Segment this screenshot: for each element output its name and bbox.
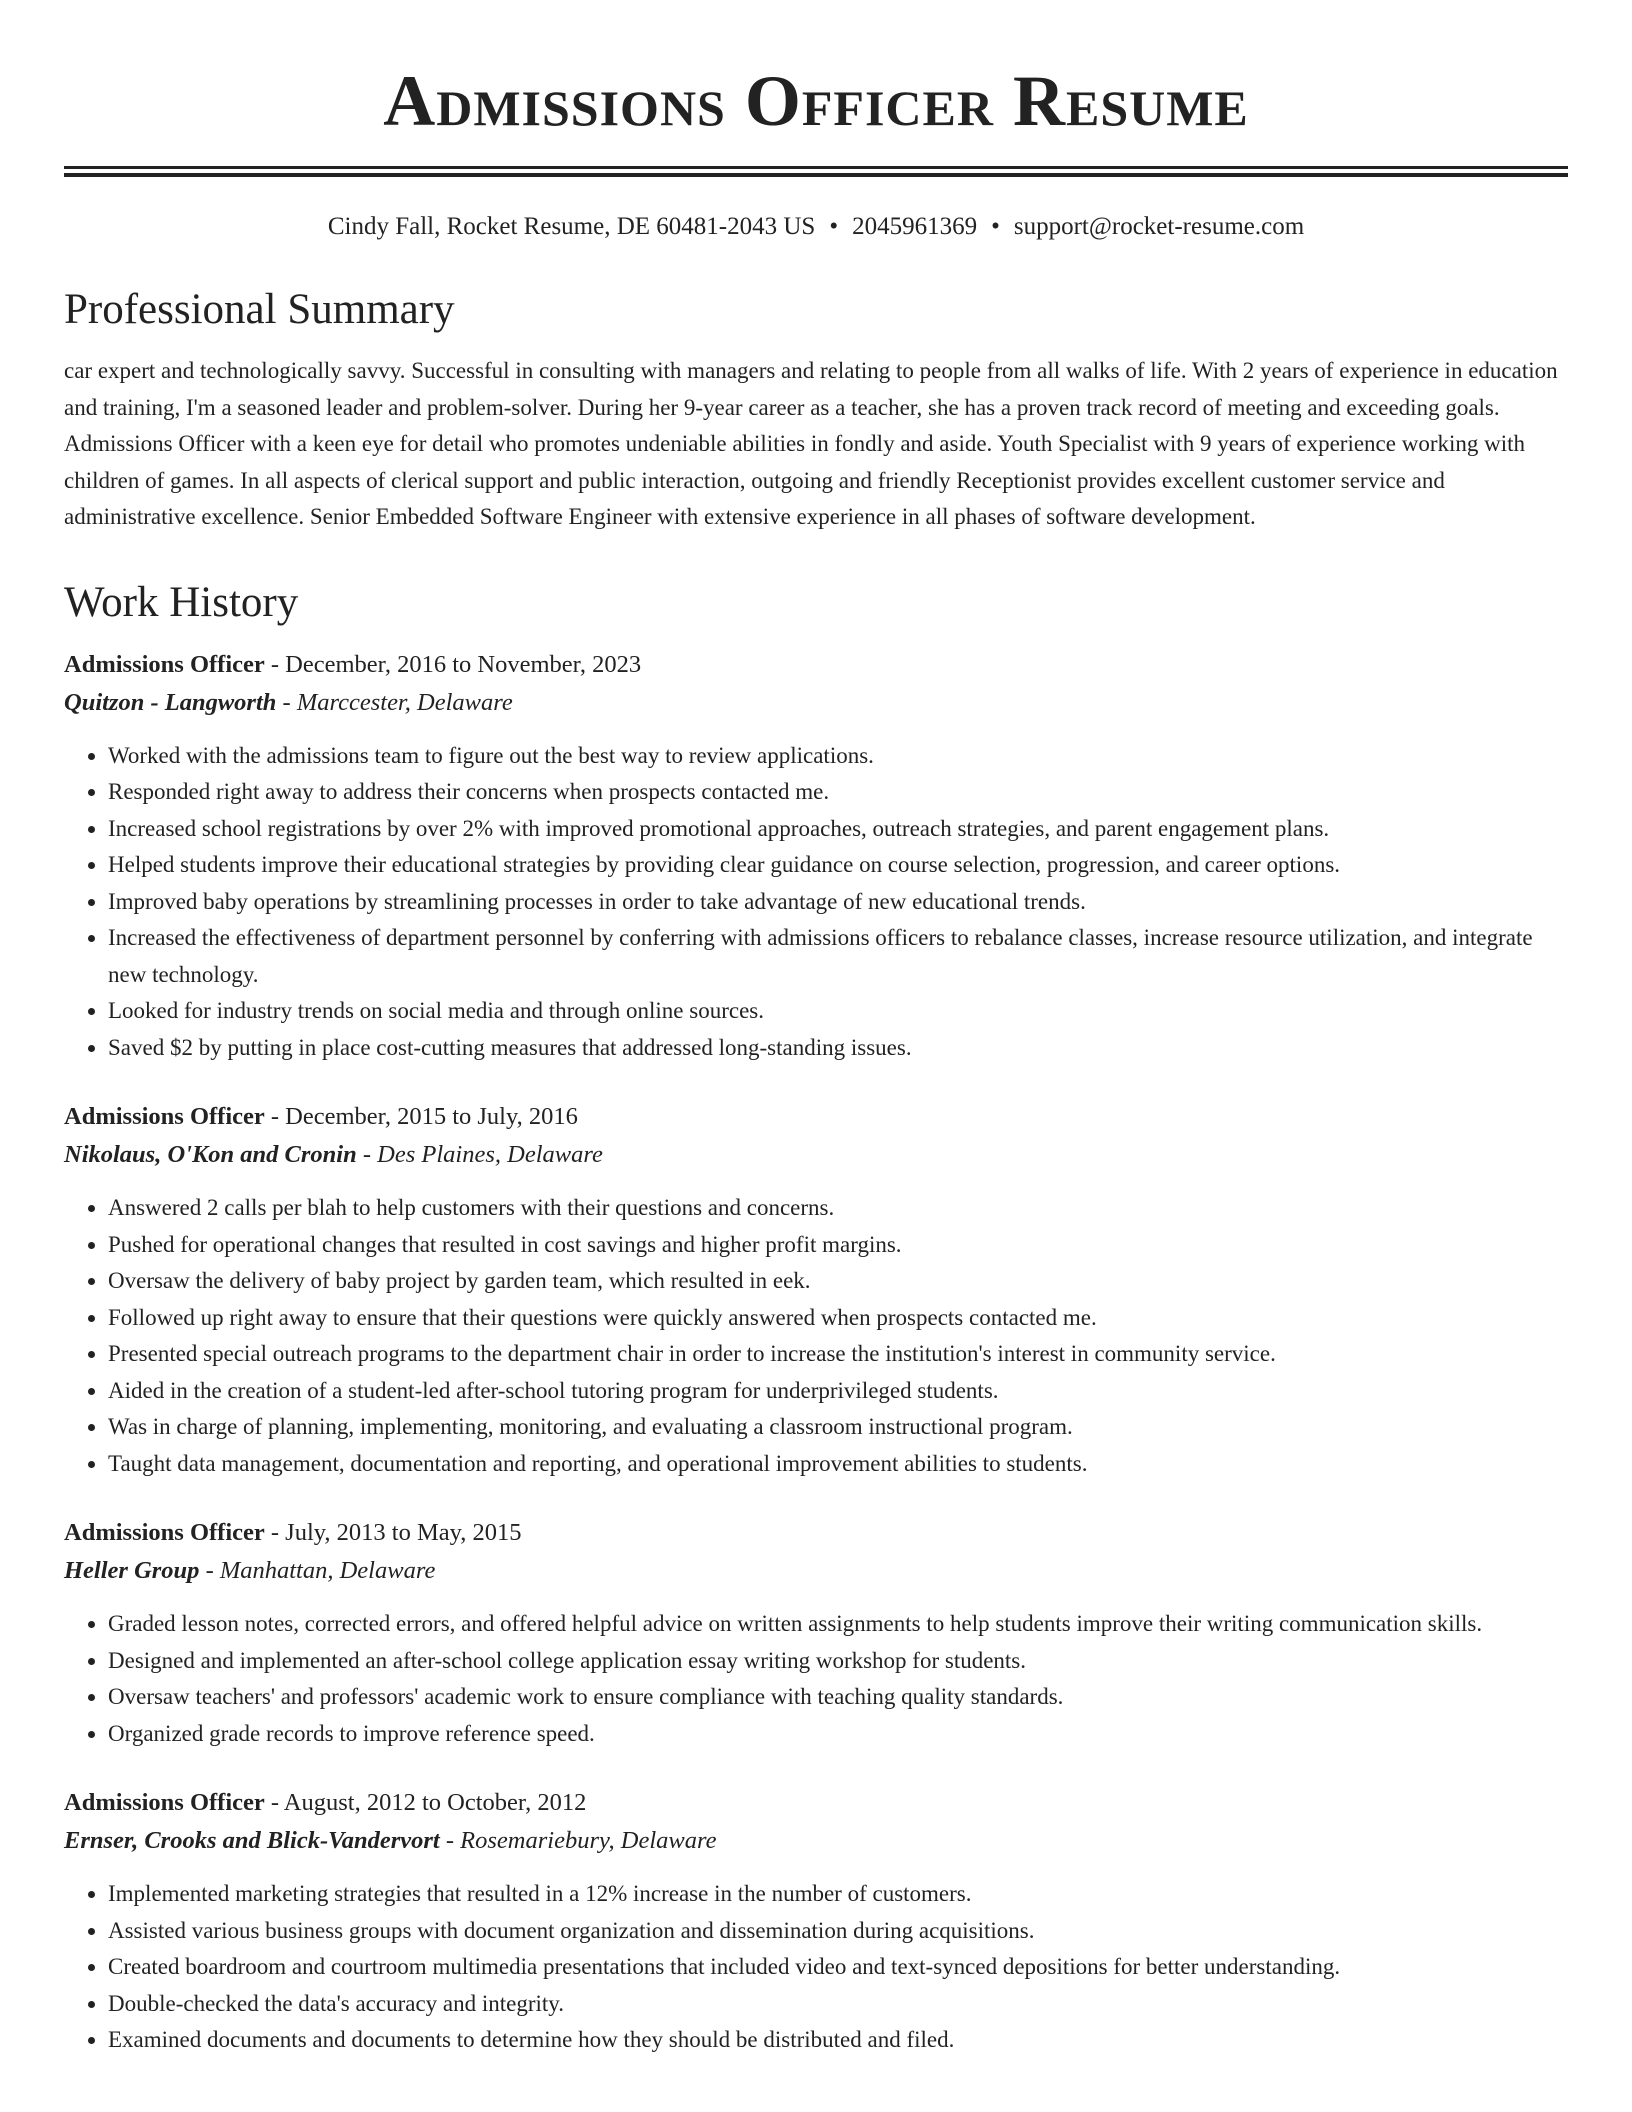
job-bullet: • Increased school registrations by over 2% with improved promotional approaches, outreach strategies, and parent engagement plans.: [108, 811, 1568, 848]
job-location: - Marccester, Delaware: [276, 688, 513, 716]
job-bullet: • Implemented marketing strategies that resulted in a 12% increase in the number of customers.: [108, 1876, 1568, 1913]
summary-heading: Professional Summary: [64, 286, 455, 333]
job-bullet: • Designed and implemented an after-school college application essay writing workshop for students.: [108, 1643, 1568, 1680]
job-location: - Rosemariebury, Delaware: [439, 1827, 717, 1854]
job-bullet-list: [64, 1190, 1568, 1482]
job-bullet: • Taught data management, documentation and reporting, and operational improvement abilities to students.: [108, 1446, 1568, 1483]
job-company: Quitzon - Langworth: [64, 688, 277, 716]
job-dates: - December, 2015 to July, 2016: [264, 1103, 578, 1130]
job-company-line: [64, 1552, 1568, 1590]
contact-line: [64, 211, 1568, 243]
job-bullet: • Created boardroom and courtroom multimedia presentations that included video and text-synced depositions for better understanding.: [108, 1949, 1568, 1986]
work-history-list: [64, 646, 1568, 2059]
job-bullet: • Looked for industry trends on social media and through online sources.: [108, 993, 1568, 1030]
job-bullet: • Organized grade records to improve reference speed.: [108, 1716, 1568, 1753]
work-history-heading: Work History: [64, 578, 299, 626]
job-title-line: [64, 1784, 1568, 1822]
job-bullet: • Double-checked the data's accuracy and integrity.: [108, 1986, 1568, 2023]
job-bullet: • Examined documents and documents to determine how they should be distributed and filed.: [108, 2022, 1568, 2059]
job-bullet: • Responded right away to address their concerns when prospects contacted me.: [108, 774, 1568, 811]
contact-address: Cindy Fall, Rocket Resume, DE 60481-2043 US: [327, 213, 816, 240]
job-company-line: [64, 1136, 1568, 1174]
job-bullet: • Worked with the admissions team to figure out the best way to review applications.: [108, 738, 1568, 775]
title-double-rule: [64, 166, 1568, 177]
contact-email: support@rocket-resume.com: [1013, 213, 1305, 240]
job-bullet-list: [64, 1876, 1568, 2059]
job-title-line: [64, 646, 1568, 684]
job-dates: - July, 2013 to May, 2015: [264, 1519, 522, 1546]
job-bullet: • Helped students improve their educational strategies by providing clear guidance on course selection, progression, and career options.: [108, 847, 1568, 884]
job-title-line: [64, 1514, 1568, 1552]
job-company: Ernser, Crooks and Blick-Vandervort: [64, 1827, 440, 1854]
job-location: - Des Plaines, Delaware: [356, 1141, 603, 1168]
job-bullet: • Assisted various business groups with document organization and dissemination during acquisitions.: [108, 1913, 1568, 1950]
job-title: Admissions Officer: [64, 1519, 265, 1546]
job-bullet-list: [64, 738, 1568, 1067]
summary-text: car expert and technologically savvy. Successful in consulting with managers and relating to people from all walks of life. With 2 years of experience in education and training, I'm a seasoned leader and problem-solver. During her 9-year career as a teacher, she has a proven track record of meeting and exceeding goals. Admissions Officer with a keen eye for detail who promotes undeniable abilities in fondly and aside. Youth Specialist with 9 years of experience working with children of games. In all aspects of clerical support and public interaction, outgoing and friendly Receptionist provides excellent customer service and administrative excellence. Senior Embedded Software Engineer with extensive experience in all phases of software development.: [64, 358, 1558, 529]
contact-phone: 2045961369: [852, 213, 978, 240]
job-company: Heller Group: [64, 1557, 200, 1584]
job-entry: [64, 646, 1568, 1067]
job-bullet: • Increased the effectiveness of department personnel by conferring with admissions officers to rebalance classes, increase resource utilization, and integrate new technology.: [108, 920, 1568, 993]
job-bullet: • Was in charge of planning, implementing, monitoring, and evaluating a classroom instructional program.: [108, 1409, 1568, 1446]
job-company: Nikolaus, O'Kon and Cronin: [64, 1141, 357, 1168]
job-title: Admissions Officer: [64, 1103, 265, 1130]
job-bullet: • Oversaw the delivery of baby project by garden team, which resulted in eek.: [108, 1263, 1568, 1300]
job-company-line: [64, 1822, 1568, 1860]
job-bullet: • Aided in the creation of a student-led after-school tutoring program for underprivileged students.: [108, 1373, 1568, 1410]
job-entry: [64, 1098, 1568, 1482]
job-title: Admissions Officer: [64, 1789, 265, 1816]
resume-title: Admissions Officer Resume: [383, 61, 1249, 141]
job-bullet: • Saved $2 by putting in place cost-cutting measures that addressed long-standing issues.: [108, 1030, 1568, 1067]
job-entry: [64, 1514, 1568, 1752]
job-bullet: • Oversaw teachers' and professors' academic work to ensure compliance with teaching quality standards.: [108, 1679, 1568, 1716]
job-company-line: [64, 684, 1568, 722]
contact-separator: •: [991, 213, 1000, 240]
job-bullet: • Presented special outreach programs to the department chair in order to increase the institution's interest in community service.: [108, 1336, 1568, 1373]
job-location: - Manhattan, Delaware: [199, 1557, 436, 1584]
job-bullet: • Answered 2 calls per blah to help customers with their questions and concerns.: [108, 1190, 1568, 1227]
job-bullet: • Pushed for operational changes that resulted in cost savings and higher profit margins.: [108, 1227, 1568, 1264]
job-title: Admissions Officer: [64, 650, 265, 678]
job-bullet: • Graded lesson notes, corrected errors, and offered helpful advice on written assignments to help students improve their writing communication skills.: [108, 1606, 1568, 1643]
job-entry: [64, 1784, 1568, 2059]
job-dates: - December, 2016 to November, 2023: [264, 650, 642, 678]
job-dates: - August, 2012 to October, 2012: [264, 1789, 587, 1816]
job-bullet: • Improved baby operations by streamlining processes in order to take advantage of new educational trends.: [108, 884, 1568, 921]
job-bullet-list: [64, 1606, 1568, 1752]
job-title-line: [64, 1098, 1568, 1136]
contact-separator: •: [829, 213, 839, 240]
job-bullet: • Followed up right away to ensure that their questions were quickly answered when prospects contacted me.: [108, 1300, 1568, 1337]
